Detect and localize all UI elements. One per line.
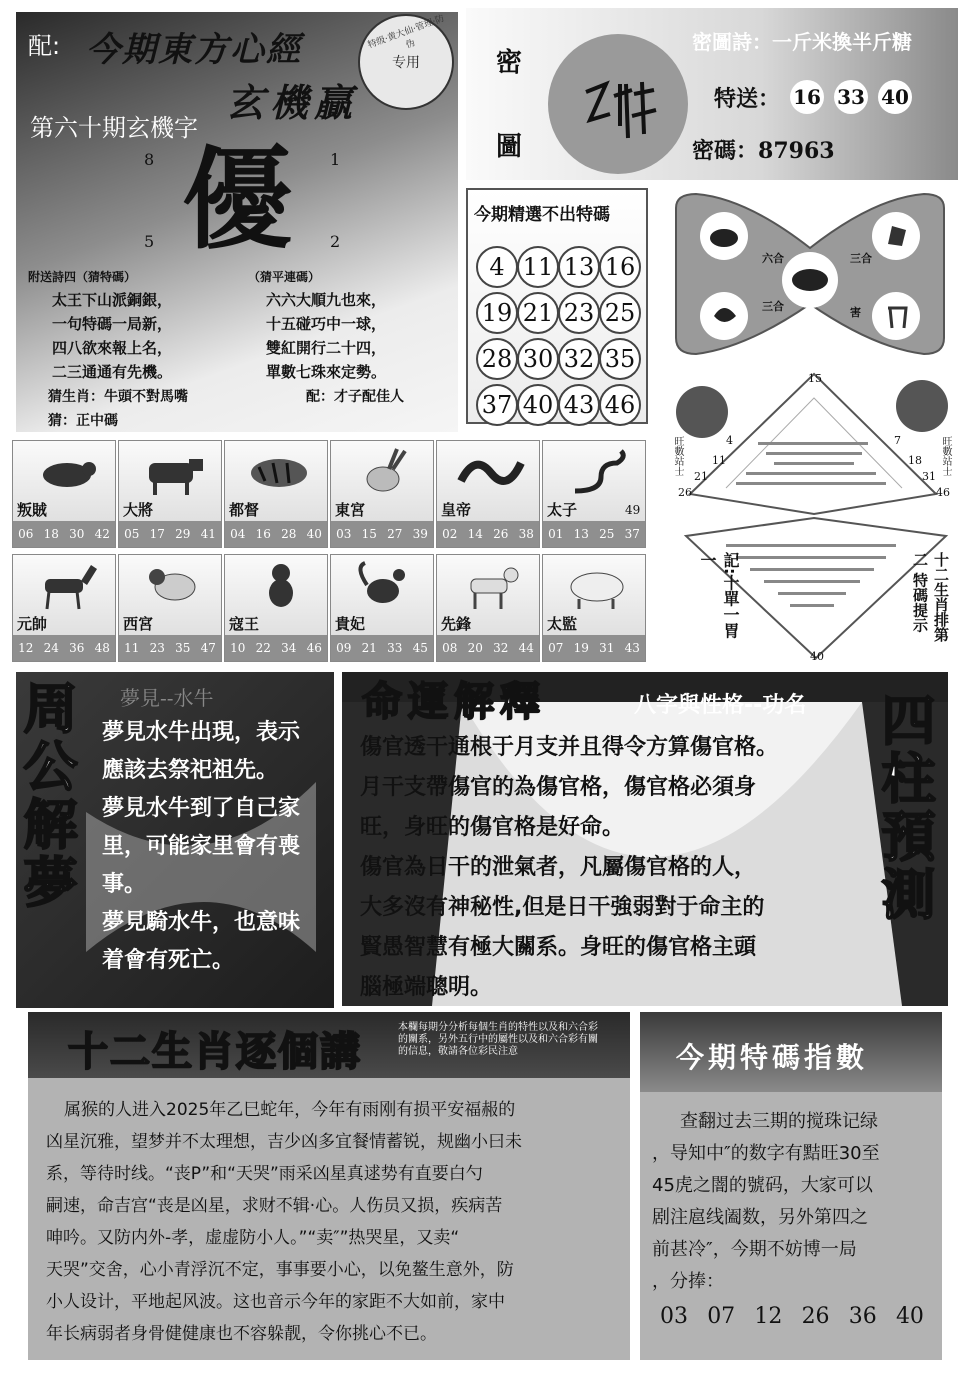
dog-icon — [455, 561, 527, 611]
shengxiao-line: 年长病弱者身骨健健康也不容躲靓，令你挑心不已。 — [46, 1324, 437, 1344]
shengxiao-line: 呻吟。又防内外-孝，虚虚防小人。”“卖″”热哭星，又卖“ — [46, 1228, 460, 1248]
zodiac-number: 46 — [306, 641, 322, 655]
selection-title: 今期精選不出特碼 — [474, 205, 610, 225]
diamond-num: 7 — [894, 434, 901, 447]
heading-xuanji: 玄機贏 — [226, 80, 359, 125]
mingli-line: 旺，身旺的傷官格是好命。 — [360, 815, 625, 840]
relation-shape — [666, 188, 954, 364]
dream-subtitle: 夢見--水牛 — [120, 686, 214, 710]
mingli-panel — [342, 672, 948, 1006]
zodiac-number: 30 — [69, 527, 85, 541]
seal-stamp — [358, 14, 454, 110]
selection-number: 43 — [558, 384, 600, 426]
zodiac-number: 07 — [548, 641, 564, 655]
zodiac-numbers — [119, 521, 221, 547]
zodiac-cell — [542, 554, 646, 662]
selection-number: 35 — [599, 338, 641, 380]
mingli-line: 傷官透干通根于月支并且得令方算傷官格。 — [360, 735, 779, 760]
zodiac-number: 40 — [306, 527, 322, 541]
diamond-num: 21 — [694, 470, 708, 483]
zodiac-number: 34 — [281, 641, 297, 655]
zodiac-name: 東宮 — [335, 501, 366, 519]
zodiac-name: 西宮 — [123, 615, 154, 633]
index-body — [652, 1106, 936, 1298]
diamond-panel — [666, 368, 958, 664]
shengxiao-note: 本欄每期分分析每個生肖的特性以及和六合彩的關系，另外五行中的屬性以及和六合彩有關的信息，敬請各位彩民注意 — [398, 1022, 598, 1057]
poem-left-line: 四八欲來報上名， — [52, 339, 173, 357]
ox-icon — [137, 447, 209, 497]
index-numbers — [660, 1304, 924, 1329]
zodiac-number: 42 — [94, 527, 110, 541]
selection-number: 25 — [599, 292, 641, 334]
poem-right-line: 十五碰巧中一球， — [266, 315, 387, 333]
zodiac-cell — [12, 440, 116, 548]
zodiac-name: 太子 — [547, 501, 578, 519]
zodiac-number: 31 — [599, 641, 615, 655]
zodiac-grid — [12, 440, 650, 666]
zodiac-cell — [224, 554, 328, 662]
zodiac-number: 12 — [18, 641, 34, 655]
zodiac-number: 19 — [573, 641, 589, 655]
tesong-row — [714, 80, 912, 114]
zodiac-number: 05 — [124, 527, 140, 541]
zodiac-number: 32 — [493, 641, 509, 655]
relation-diagram — [666, 188, 954, 364]
zodiac-number: 03 — [336, 527, 352, 541]
seal-center-text: 专用 — [392, 55, 420, 71]
selection-number: 40 — [517, 384, 559, 426]
selection-number: 21 — [517, 292, 559, 334]
index-number: 07 — [707, 1304, 736, 1329]
zodiac-number: 33 — [387, 641, 403, 655]
dream-side-title: 周公解夢 — [15, 680, 79, 912]
rat-icon — [31, 447, 103, 497]
shengxiao-panel — [28, 1012, 630, 1360]
index-line: 查翻过去三期的搅珠记绿 — [680, 1111, 878, 1132]
dream-line: 夢見水牛出現，表示 — [102, 720, 301, 745]
zodiac-number: 09 — [336, 641, 352, 655]
zodiac-name: 元帥 — [17, 615, 48, 633]
selection-number: 28 — [476, 338, 518, 380]
pig-icon — [561, 561, 633, 611]
tiger-icon — [243, 447, 315, 497]
poem-right-note: （猜平連碼） — [248, 270, 321, 284]
zodiac-number: 01 — [548, 527, 564, 541]
diamond-num: 15 — [808, 372, 822, 385]
index-title: 今期特碼指數 — [676, 1041, 869, 1074]
rooster-icon — [349, 561, 421, 611]
zodiac-name: 太監 — [547, 615, 578, 633]
selection-number: 46 — [599, 384, 641, 426]
mingli-body — [360, 728, 880, 1008]
relation-label: 害 — [850, 306, 861, 319]
rabbit-icon — [349, 447, 421, 497]
mingli-line: 傷官為日干的泄氣者，凡屬傷官格的人， — [360, 855, 757, 880]
tu-label: 圖 — [496, 132, 523, 162]
zodiac-number: 28 — [281, 527, 297, 541]
snake-icon — [561, 447, 633, 497]
zodiac-number: 10 — [230, 641, 246, 655]
index-panel — [640, 1012, 942, 1360]
relation-label: 六合 — [762, 252, 784, 265]
zodiac-number: 22 — [255, 641, 271, 655]
zodiac-cell — [436, 440, 540, 548]
zodiac-name: 寇王 — [229, 615, 260, 633]
zodiac-number: 08 — [442, 641, 458, 655]
index-line: ，分捧： — [652, 1271, 724, 1292]
zodiac-number: 27 — [387, 527, 403, 541]
zodiac-numbers — [331, 521, 433, 547]
index-number: 36 — [848, 1304, 877, 1329]
diamond-num: 40 — [810, 650, 824, 663]
poem-right-line: 六六大順九也來， — [266, 291, 387, 309]
horse-icon — [31, 561, 103, 611]
zodiac-numbers — [225, 635, 327, 661]
zodiac-numbers — [119, 635, 221, 661]
mingli-line: 賢愚智慧有極大關系。身旺的傷官格主頭 — [360, 935, 757, 960]
zodiac-number: 21 — [361, 641, 377, 655]
mima-label: 密碼： — [692, 139, 759, 164]
dream-panel — [16, 672, 334, 1008]
zodiac-numbers — [543, 635, 645, 661]
dream-line: 夢見騎水牛，也意味 — [102, 910, 301, 935]
zodiac-number: 06 — [18, 527, 34, 541]
dream-body — [102, 714, 334, 980]
mitu-poem-text: 一斤米換半斤糖 — [772, 30, 912, 54]
corner-num-tr: 1 — [330, 150, 341, 169]
zodiac-extra-number: 49 — [625, 503, 641, 517]
zodiac-name: 都督 — [229, 501, 260, 519]
selection-grid — [476, 246, 640, 426]
relation-label: 三合 — [850, 252, 872, 265]
selection-number: 23 — [558, 292, 600, 334]
corner-num-bl: 5 — [144, 232, 155, 251]
mingli-title: 命運解釋 — [362, 678, 546, 725]
big-character: 優 — [182, 135, 292, 264]
zodiac-numbers — [331, 635, 433, 661]
zodiac-numbers — [225, 521, 327, 547]
zodiac-name: 貴妃 — [335, 615, 366, 633]
zodiac-number: 37 — [624, 527, 640, 541]
zodiac-number: 14 — [467, 527, 483, 541]
index-line: 45虎之闇的號码，大家可以 — [652, 1175, 873, 1196]
zodiac-number: 36 — [69, 641, 85, 655]
zodiac-number: 48 — [94, 641, 110, 655]
diamond-num: 31 — [922, 470, 936, 483]
tesong-num: 16 — [790, 80, 824, 114]
selection-number: 30 — [517, 338, 559, 380]
zodiac-number: 18 — [43, 527, 59, 541]
tesong-label: 特送： — [714, 86, 781, 112]
zodiac-name: 叛賊 — [17, 501, 48, 519]
diamond-num: 4 — [726, 434, 733, 447]
mitu-circle — [548, 34, 688, 174]
poem-left-line: 一句特碼一局新， — [52, 315, 173, 333]
index-line: 剧注扈线阖数，另外第四之 — [652, 1207, 868, 1228]
zodiac-number: 44 — [518, 641, 534, 655]
zodiac-cell — [330, 440, 434, 548]
shengxiao-line: 系，等待时线。“丧P”和“天哭”雨采凶星真逑势有直要白勺 — [46, 1164, 483, 1184]
poem-left-line: 太王下山派銅銀， — [52, 291, 173, 309]
zodiac-number: 26 — [493, 527, 509, 541]
zodiac-number: 04 — [230, 527, 246, 541]
zodiac-number: 47 — [200, 641, 216, 655]
shengxiao-title: 十二生肖逐個講 — [68, 1028, 362, 1075]
mima-row — [692, 134, 835, 165]
zodiac-cell — [224, 440, 328, 548]
zodiac-number: 15 — [361, 527, 377, 541]
pei-line: 配：才子配佳人 — [306, 389, 404, 405]
selection-number: 37 — [476, 384, 518, 426]
diamond-num: 26 — [678, 486, 692, 499]
index-line: 前甚冷″，今期不妨博一局 — [652, 1239, 857, 1260]
dream-line: 應該去祭祀祖先。 — [102, 758, 279, 783]
shengxiao-line: 凶星沉雅，望梦并不太理想，吉少凶多宜餐情蓄锐，规幽小曰未 — [46, 1132, 522, 1152]
zodiac-number: 45 — [412, 641, 428, 655]
selection-number: 4 — [476, 246, 518, 288]
issue-title: 第六十期玄機字 — [30, 114, 198, 142]
zodiac-number: 41 — [200, 527, 216, 541]
selection-number: 11 — [517, 246, 559, 288]
mingli-subtitle: 八字與性格--功名 — [634, 693, 807, 718]
zodiac-numbers — [543, 521, 645, 547]
selection-number: 16 — [599, 246, 641, 288]
dragon-icon — [455, 447, 527, 497]
zodiac-numbers — [437, 635, 539, 661]
zodiac-cell — [118, 554, 222, 662]
corner-num-br: 2 — [330, 232, 341, 251]
zodiac-number: 24 — [43, 641, 59, 655]
mima-value: 87963 — [758, 138, 835, 164]
zodiac-number: 39 — [412, 527, 428, 541]
mingli-line: 腦極端聰明。 — [360, 975, 493, 1000]
shengxiao-line: 嗣速，命吉宫“丧是凶星，求财不辑·心。人伤员又损，疾病苦 — [46, 1196, 503, 1216]
monkey-icon — [243, 561, 315, 611]
mingli-line: 月干支帶傷官的為傷官格，傷官格必須身 — [360, 775, 757, 800]
zodiac-number: 13 — [573, 527, 589, 541]
dream-line: 里，可能家里會有喪 — [102, 834, 301, 859]
selection-panel — [466, 188, 648, 424]
seal-ring-text: 特级·黄大仙·管理·防伪 — [366, 13, 446, 51]
index-number: 12 — [754, 1304, 783, 1329]
selection-number: 13 — [558, 246, 600, 288]
zodiac-number: 25 — [599, 527, 615, 541]
zodiac-number: 11 — [124, 641, 140, 655]
zodiac-number: 16 — [255, 527, 271, 541]
dream-line: 着會有死亡。 — [102, 948, 235, 973]
zodiac-cell — [436, 554, 540, 662]
index-number: 03 — [660, 1304, 688, 1329]
zodiac-cell — [542, 440, 646, 548]
mitu-drawing — [548, 34, 688, 174]
poem-left-line: 二三通通有先機。 — [52, 363, 173, 381]
zodiac-number: 38 — [518, 527, 534, 541]
zodiac-cell — [118, 440, 222, 548]
zodiac-cell — [12, 554, 116, 662]
zodiac-numbers — [13, 521, 115, 547]
diamond-bottom-left: 記:十單一胃一 — [698, 552, 740, 639]
goat-icon — [137, 561, 209, 611]
shengxiao-body — [46, 1094, 626, 1350]
zodiac-name: 皇帝 — [441, 501, 472, 519]
zodiac-name: 先鋒 — [441, 615, 472, 633]
zodiac-number: 29 — [175, 527, 191, 541]
zodiac-number: 20 — [467, 641, 483, 655]
shengxiao-line: 天哭”交舍，心小青浮沉不定，事事要小心，以免鳌生意外，防 — [46, 1260, 514, 1280]
index-number: 26 — [801, 1304, 830, 1329]
zodiac-name: 大將 — [123, 501, 154, 519]
diamond-num: 18 — [908, 454, 922, 467]
zodiac-numbers — [13, 635, 115, 661]
relation-label: 三合 — [762, 300, 784, 313]
mitu-poem — [692, 26, 912, 55]
poem-right-line: 雙紅開行二十四， — [266, 339, 387, 357]
diamond-right-side: 旺數站士 — [940, 436, 951, 476]
selection-number: 19 — [476, 292, 518, 334]
diamond-bottom-right: 十二生肖排第二 特碼提示 — [911, 552, 950, 642]
poem-left-note: 附送詩四（猜特碼） — [28, 270, 137, 284]
poem-right-line: 單數七珠來定勢。 — [266, 363, 387, 381]
zodiac-number: 02 — [442, 527, 458, 541]
zodiac-number: 23 — [149, 641, 165, 655]
poem-right — [266, 288, 386, 384]
mingli-line: 大多沒有神秘性,但是日干強弱對于命主的 — [360, 895, 765, 920]
zodiac-numbers — [437, 521, 539, 547]
mitu-poem-label: 密圖詩： — [692, 30, 772, 54]
shengxiao-line: 属猴的人进入2025年乙巳蛇年，今年有雨刚有损平安福赧的 — [64, 1100, 516, 1120]
corner-num-tl: 8 — [144, 150, 155, 169]
tesong-num: 33 — [834, 80, 868, 114]
diamond-left-side: 旺數站士 — [672, 436, 683, 476]
mitu-panel — [466, 8, 958, 180]
selection-number: 32 — [558, 338, 600, 380]
tesong-num: 40 — [878, 80, 912, 114]
guess-line: 猜：正中碼 — [48, 413, 118, 429]
guess-shengxiao: 猜生肖：牛頭不對馬嘴 — [48, 389, 188, 405]
shengxiao-line: 小人设计，平地起风波。这也音示今年的家距不大如前，家中 — [46, 1292, 505, 1312]
mingli-side-title: 四柱預測 — [873, 692, 937, 924]
pei-label: 配: — [28, 32, 61, 60]
index-line: ，导知中″的数字有黠旺30至 — [652, 1143, 880, 1164]
diamond-num: 46 — [936, 486, 950, 499]
zodiac-number: 43 — [624, 641, 640, 655]
poem-left — [52, 288, 172, 384]
mi-label: 密 — [496, 48, 523, 78]
dream-line: 夢見水牛到了自己家 — [102, 796, 301, 821]
xuanji-panel — [16, 12, 458, 432]
heading-dongfang: 今期東方心經 — [86, 30, 302, 70]
zodiac-number: 35 — [175, 641, 191, 655]
zodiac-number: 17 — [149, 527, 165, 541]
index-number: 40 — [895, 1304, 924, 1329]
diamond-num: 11 — [712, 454, 726, 467]
dream-line: 事。 — [102, 872, 147, 897]
zodiac-cell — [330, 554, 434, 662]
